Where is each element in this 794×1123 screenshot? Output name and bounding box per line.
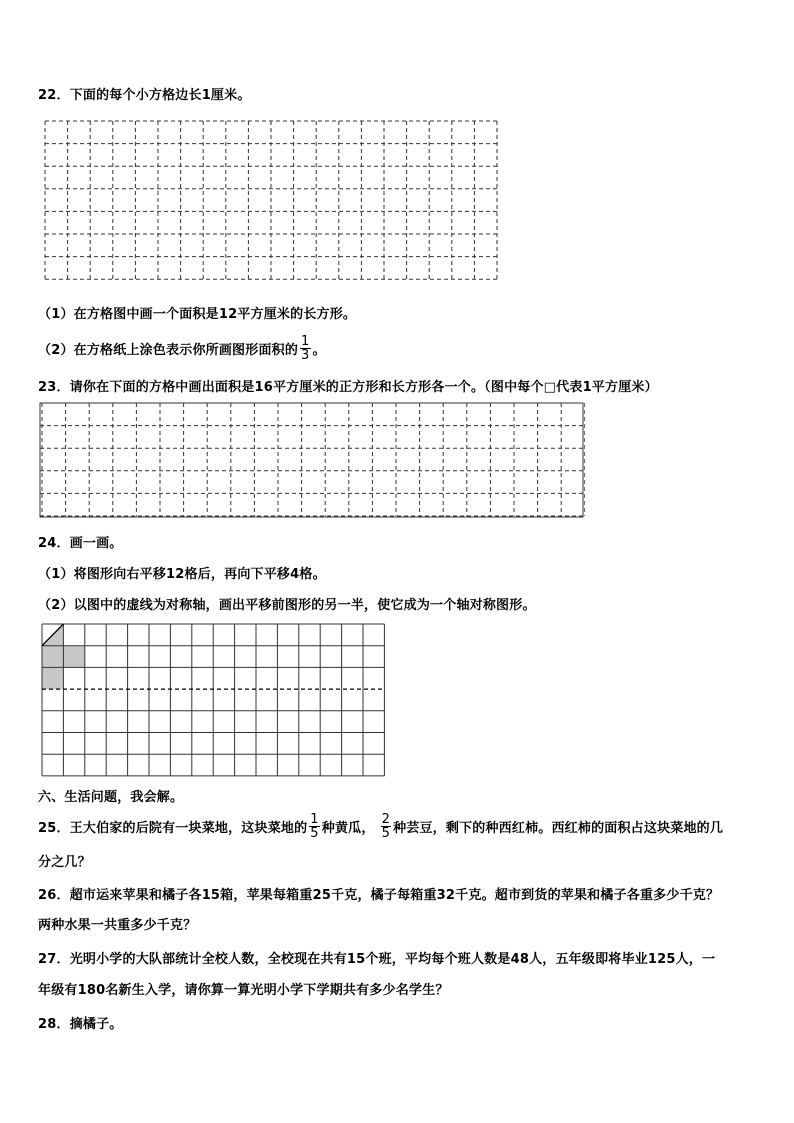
q25-frac2-num: 2 bbox=[381, 811, 391, 827]
q25-line2: 分之几？ bbox=[38, 855, 91, 870]
q22-grid bbox=[43, 119, 499, 281]
q27-line2: 年级有180名新生入学，请你算一算光明小学下学期共有多少名学生？ bbox=[38, 983, 449, 998]
q22-fraction bbox=[300, 335, 310, 362]
q24-sub1: （1）将图形向右平移12格后，再向下平移4格。 bbox=[38, 567, 326, 582]
q25-text-c: 种芸豆，剩下的种西红柿。西红柿的面积占这块菜地的几 bbox=[393, 820, 724, 836]
q24-title: 24．画一画。 bbox=[38, 536, 123, 551]
q26-line2: 两种水果一共重多少千克？ bbox=[38, 918, 197, 933]
q25-fraction-1 bbox=[309, 813, 319, 840]
q22-sub2 bbox=[38, 328, 326, 368]
q22-sub1: （1）在方格图中画一个面积是12平方厘米的长方形。 bbox=[38, 307, 357, 322]
q23-grid bbox=[39, 402, 585, 520]
q24-grid bbox=[41, 623, 389, 778]
q22-frac-den: 3 bbox=[301, 347, 310, 363]
grid-border bbox=[40, 403, 583, 517]
shaded-cell bbox=[42, 646, 63, 668]
q23-title: 23．请你在下面的方格中画出面积是16平方厘米的正方形和长方形各一个。（图中每个□代表1平方厘米） bbox=[38, 380, 658, 395]
q22-frac-num: 1 bbox=[301, 333, 310, 349]
q25-fraction-2 bbox=[381, 813, 391, 840]
q22-sub2-end: 。 bbox=[312, 342, 326, 358]
shaded-cell bbox=[42, 667, 63, 689]
q25-line1 bbox=[38, 806, 723, 846]
q25-frac1-num: 1 bbox=[310, 811, 319, 827]
q25-frac1-den: 5 bbox=[310, 825, 319, 841]
q22-title: 22．下面的每个小方格边长1厘米。 bbox=[38, 88, 251, 103]
q28-title: 28．摘橘子。 bbox=[38, 1017, 123, 1032]
q22-sub2-text: （2）在方格纸上涂色表示你所画图形面积的 bbox=[38, 342, 299, 358]
q25-text-b: 种黄瓜， bbox=[321, 820, 375, 836]
q25-text-a: 25．王大伯家的后院有一块菜地，这块菜地的 bbox=[38, 820, 308, 836]
section6-title: 六、生活问题，我会解。 bbox=[38, 790, 184, 805]
q27-line1: 27．光明小学的大队部统计全校人数，全校现在共有15个班，平均每个班人数是48人，五年级即将毕业125人，一 bbox=[38, 952, 716, 967]
q26-line1: 26．超市运来苹果和橘子各15箱，苹果每箱重25千克，橘子每箱重32千克。超市到货的苹果和橘子各重多少千克？ bbox=[38, 888, 720, 903]
q25-frac2-den: 5 bbox=[381, 825, 391, 841]
shaded-cell bbox=[63, 646, 84, 668]
q24-sub2: （2）以图中的虚线为对称轴，画出平移前图形的另一半，使它成为一个轴对称图形。 bbox=[38, 598, 536, 613]
